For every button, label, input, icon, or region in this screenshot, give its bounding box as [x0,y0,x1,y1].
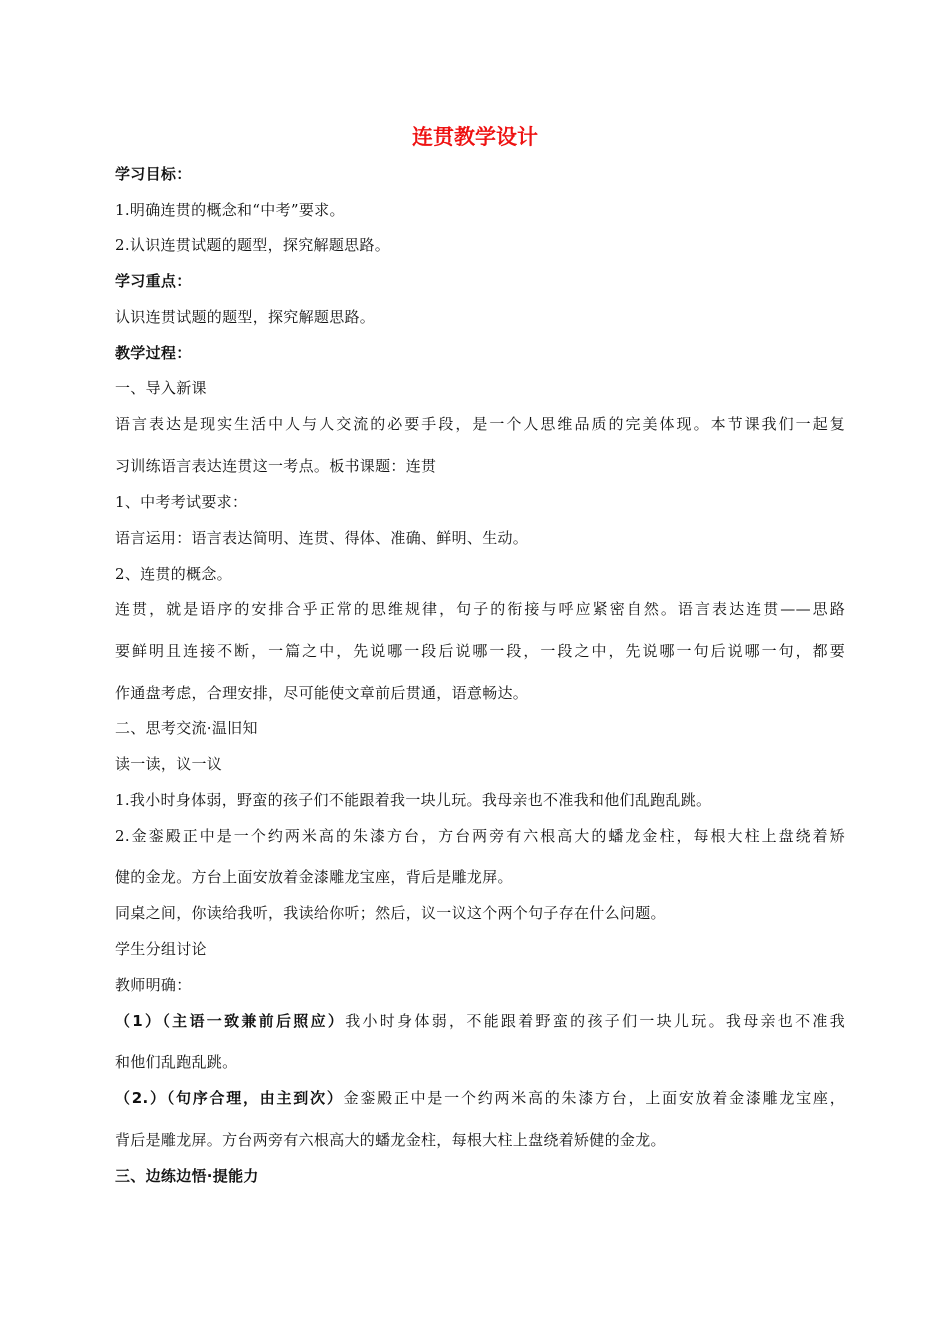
requirement-heading: 1、中考考试要求： [115,493,248,511]
sentence-2-line-1: 2.金銮殿正中是一个约两米高的朱漆方台，方台两旁有六根高大的蟠龙金柱，每根大柱上盘绕着矫 [115,827,845,845]
intro-paragraph-line-2: 习训练语言表达连贯这一考点。板书课题：连贯 [115,457,437,475]
objectives-heading: 学习目标： [115,165,192,183]
section-1-heading: 一、导入新课 [115,379,207,397]
section-2-heading: 二、思考交流·温旧知 [115,719,258,737]
answer-2-line-1 [115,1087,845,1109]
answer-1-label: （1）（主语一致兼前后照应） [115,1012,346,1030]
pair-task: 同桌之间，你读给我听，我读给你听；然后，议一议这个两个句子存在什么问题。 [115,904,666,922]
group-discussion: 学生分组讨论 [115,940,207,958]
answer-2-label: （2.）（句序合理，由主到次） [115,1089,344,1107]
intro-paragraph-line-1: 语言表达是现实生活中人与人交流的必要手段，是一个人思维品质的完美体现。本节课我们一起复 [115,415,845,433]
concept-paragraph-line-2: 要鲜明且连接不断，一篇之中，先说哪一段后说哪一段，一段之中，先说哪一句后说哪一句，都要 [115,642,845,660]
objective-item-2: 2.认识连贯试题的题型，探究解题思路。 [115,236,391,254]
process-heading: 教学过程： [115,344,192,362]
focus-heading: 学习重点： [115,272,192,290]
section-3-heading: 三、边练边悟·提能力 [115,1167,259,1185]
answer-1-line-1 [115,1010,845,1032]
teacher-clarifies: 教师明确： [115,976,192,994]
requirement-text: 语言运用：语言表达简明、连贯、得体、准确、鲜明、生动。 [115,529,529,547]
focus-text: 认识连贯试题的题型，探究解题思路。 [115,308,376,326]
read-discuss-label: 读一读，议一议 [115,755,223,773]
concept-paragraph-line-3: 作通盘考虑，合理安排，尽可能使文章前后贯通，语意畅达。 [115,684,529,702]
concept-heading: 2、连贯的概念。 [115,565,232,583]
document-title: 连贯教学设计 [412,125,538,149]
answer-2-text: 金銮殿正中是一个约两米高的朱漆方台，上面安放着金漆雕龙宝座， [343,1089,845,1107]
concept-paragraph-line-1: 连贯，就是语序的安排合乎正常的思维规律，句子的衔接与呼应紧密自然。语言表达连贯——思路 [115,600,845,618]
sentence-1: 1.我小时身体弱，野蛮的孩子们不能跟着我一块儿玩。我母亲也不准我和他们乱跑乱跳。 [115,791,712,809]
answer-1-line-2: 和他们乱跑乱跳。 [115,1053,238,1071]
sentence-2-line-2: 健的金龙。方台上面安放着金漆雕龙宝座，背后是雕龙屏。 [115,868,513,886]
answer-2-line-2: 背后是雕龙屏。方台两旁有六根高大的蟠龙金柱，每根大柱上盘绕着矫健的金龙。 [115,1131,666,1149]
answer-1-text: 我小时身体弱，不能跟着野蛮的孩子们一块儿玩。我母亲也不准我 [345,1012,846,1030]
objective-item-1: 1.明确连贯的概念和“中考”要求。 [115,201,345,219]
